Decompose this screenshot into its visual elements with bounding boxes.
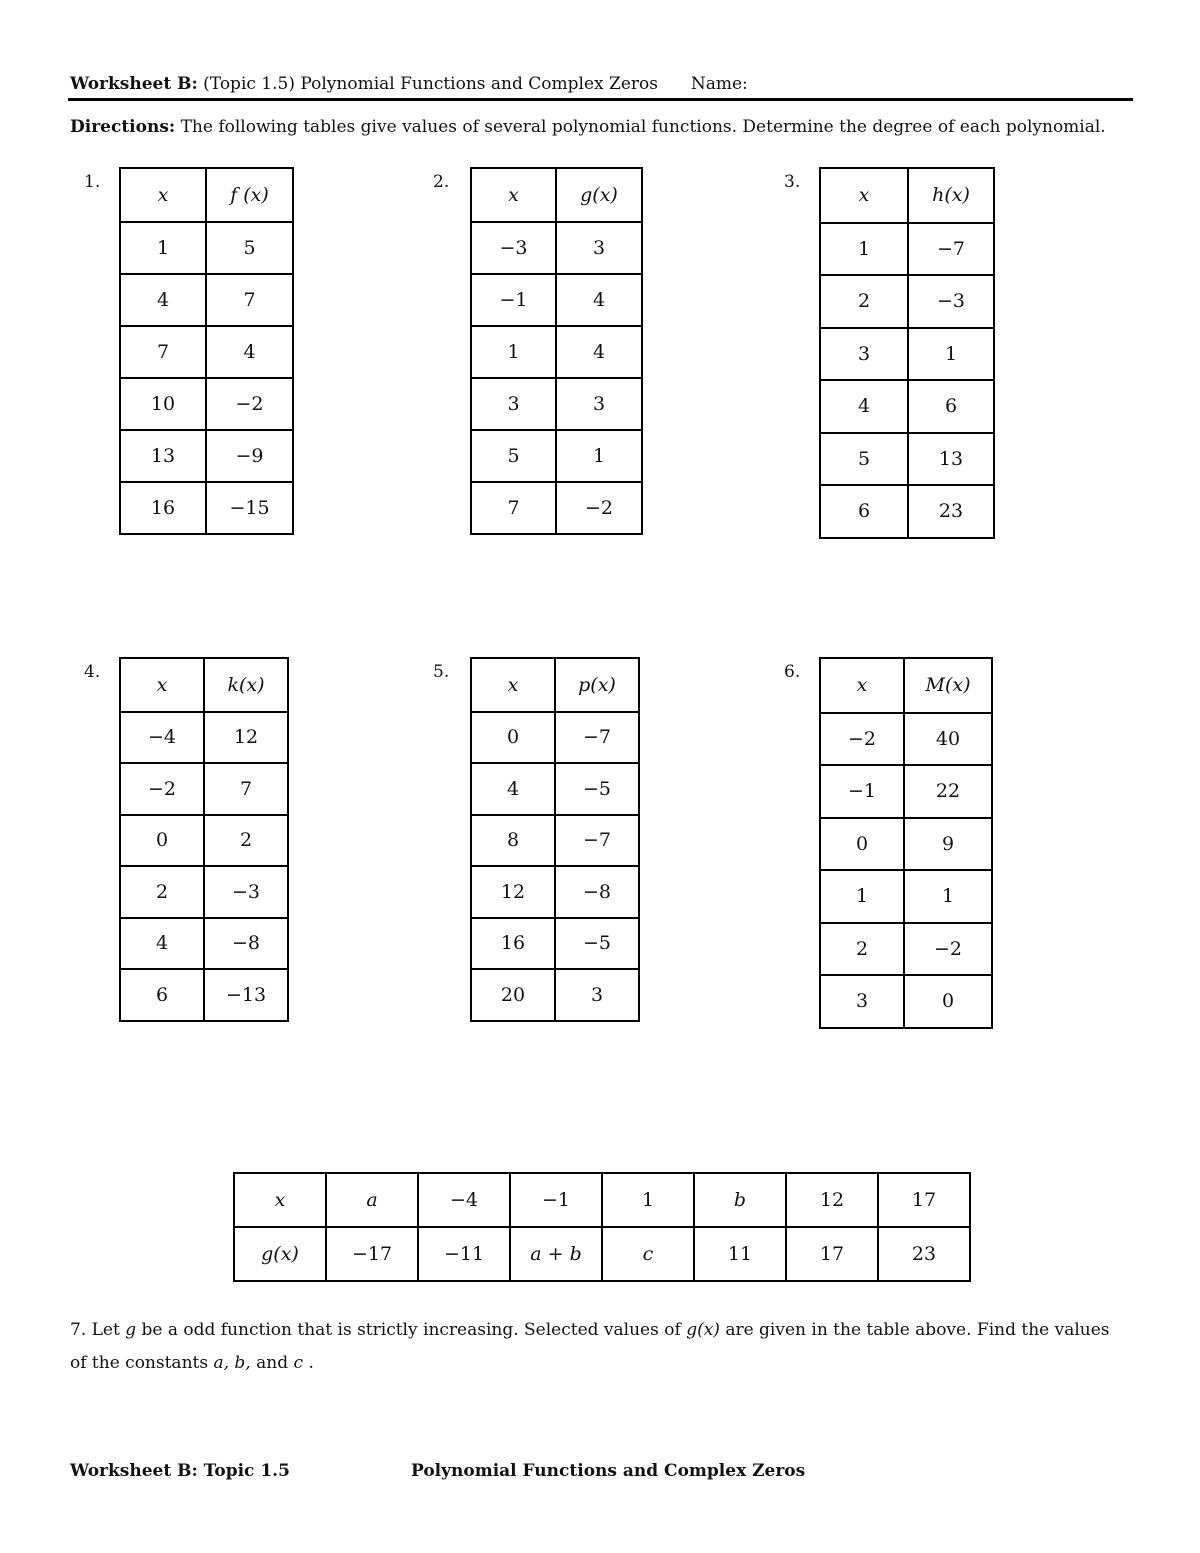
table-header-row [820, 168, 994, 223]
y-header: k(x) [204, 658, 288, 712]
y-header: g(x) [556, 168, 642, 222]
table-row [120, 866, 288, 918]
table-row [120, 482, 293, 534]
x-header: x [471, 168, 556, 222]
x-value-cell: 2 [820, 275, 908, 328]
g-table-cell: −4 [418, 1173, 510, 1227]
table-row [120, 430, 293, 482]
y-value-cell: −5 [555, 763, 639, 815]
x-value-cell: 6 [820, 485, 908, 538]
table-row [820, 870, 992, 923]
question-number: 6. [784, 662, 801, 682]
g-table-cell: c [602, 1227, 694, 1281]
table-row [820, 713, 992, 766]
x-value-cell: −4 [120, 712, 204, 764]
g-table-cell: 17 [786, 1227, 878, 1281]
table-row [120, 712, 288, 764]
question-number: 3. [784, 172, 801, 192]
topic-label: (Topic 1.5) [203, 74, 295, 94]
g-table-cell: −11 [418, 1227, 510, 1281]
table-row [820, 275, 994, 328]
question-number: 5. [433, 662, 450, 682]
q7-g: g [125, 1320, 137, 1340]
x-value-cell: −1 [820, 765, 904, 818]
table-row [471, 222, 642, 274]
table-row [120, 378, 293, 430]
question-number: 2. [433, 172, 450, 192]
g-table-cell: 11 [694, 1227, 786, 1281]
table-header-row [120, 168, 293, 222]
x-value-cell: 16 [471, 918, 555, 970]
table-row [820, 380, 994, 433]
y-value-cell: 1 [904, 870, 992, 923]
table-row [120, 969, 288, 1021]
g-table-cell: b [694, 1173, 786, 1227]
table-row [820, 975, 992, 1028]
q7-and: and [256, 1353, 289, 1373]
x-value-cell: 1 [820, 870, 904, 923]
x-value-cell: 0 [471, 712, 555, 764]
directions-label: Directions: [70, 117, 176, 137]
q7-vars: a, b, [213, 1353, 251, 1373]
x-value-cell: 13 [120, 430, 206, 482]
g-table-cell: a + b [510, 1227, 602, 1281]
x-value-cell: 5 [820, 433, 908, 486]
function-table-3 [819, 167, 995, 539]
q7-end: . [308, 1353, 314, 1373]
g-table-gx-row [234, 1227, 970, 1281]
footer-right: Polynomial Functions and Complex Zeros [411, 1461, 806, 1481]
table-header-row [120, 658, 288, 712]
table-row [471, 378, 642, 430]
g-table-cell: 23 [878, 1227, 970, 1281]
y-value-cell: −15 [206, 482, 293, 534]
y-header: p(x) [555, 658, 639, 712]
function-table-5 [470, 657, 640, 1022]
q7-text-3: are given in the table above. Find the values of the constants [70, 1320, 1110, 1373]
g-table-cell: 1 [602, 1173, 694, 1227]
x-value-cell: 20 [471, 969, 555, 1021]
table-row [820, 485, 994, 538]
x-value-cell: 2 [120, 866, 204, 918]
table-row [120, 326, 293, 378]
g-table-cell: −1 [510, 1173, 602, 1227]
table-row [120, 274, 293, 326]
x-header: x [820, 168, 908, 223]
x-value-cell: 4 [820, 380, 908, 433]
y-value-cell: 40 [904, 713, 992, 766]
y-value-cell: 4 [556, 274, 642, 326]
y-value-cell: 7 [204, 763, 288, 815]
x-value-cell: 4 [120, 918, 204, 970]
g-table-cell: 17 [878, 1173, 970, 1227]
y-value-cell: 4 [206, 326, 293, 378]
y-value-cell: −7 [908, 223, 994, 276]
y-header: f (x) [206, 168, 293, 222]
y-value-cell: 3 [556, 378, 642, 430]
y-value-cell: 23 [908, 485, 994, 538]
y-value-cell: 1 [908, 328, 994, 381]
x-value-cell: 4 [120, 274, 206, 326]
table-row [471, 969, 639, 1021]
table-row [120, 763, 288, 815]
question-7 [70, 1314, 1130, 1380]
y-value-cell: 12 [204, 712, 288, 764]
x-value-cell: −1 [471, 274, 556, 326]
question-number: 1. [84, 172, 101, 192]
x-value-cell: 8 [471, 815, 555, 867]
y-value-cell: −2 [556, 482, 642, 534]
y-value-cell: 7 [206, 274, 293, 326]
y-value-cell: −3 [908, 275, 994, 328]
x-header: x [120, 658, 204, 712]
function-table-2 [470, 167, 643, 535]
table-header-row [820, 658, 992, 713]
table-row [820, 328, 994, 381]
table-row [471, 274, 642, 326]
q7-gx: g(x) [686, 1320, 720, 1340]
x-value-cell: −3 [471, 222, 556, 274]
x-value-cell: 16 [120, 482, 206, 534]
q7-text-2: be a odd function that is strictly increasing. Selected values of [141, 1320, 681, 1340]
table-row [471, 815, 639, 867]
y-value-cell: −5 [555, 918, 639, 970]
y-value-cell: 22 [904, 765, 992, 818]
y-value-cell: 9 [904, 818, 992, 871]
name-label: Name: [690, 74, 748, 94]
x-value-cell: 2 [820, 923, 904, 976]
y-header: M(x) [904, 658, 992, 713]
y-value-cell: −3 [204, 866, 288, 918]
g-table-cell: a [326, 1173, 418, 1227]
x-value-cell: 0 [820, 818, 904, 871]
y-value-cell: 0 [904, 975, 992, 1028]
x-value-cell: 7 [120, 326, 206, 378]
g-table-cell: x [234, 1173, 326, 1227]
y-value-cell: 1 [556, 430, 642, 482]
question-number: 4. [84, 662, 101, 682]
y-value-cell: 4 [556, 326, 642, 378]
x-value-cell: 1 [820, 223, 908, 276]
directions-text: The following tables give values of several polynomial functions. Determine the degree of each polynomial. [180, 117, 1106, 137]
table-row [471, 763, 639, 815]
table-header-row [471, 168, 642, 222]
directions [70, 117, 1106, 137]
y-value-cell: −13 [204, 969, 288, 1021]
g-values-table [233, 1172, 971, 1282]
y-value-cell: −9 [206, 430, 293, 482]
g-table-cell: g(x) [234, 1227, 326, 1281]
y-value-cell: −7 [555, 712, 639, 764]
table-row [471, 918, 639, 970]
x-header: x [471, 658, 555, 712]
x-value-cell: −2 [820, 713, 904, 766]
function-table-1 [119, 167, 294, 535]
worksheet-label: Worksheet B: [70, 74, 198, 94]
y-header: h(x) [908, 168, 994, 223]
table-row [471, 326, 642, 378]
y-value-cell: 13 [908, 433, 994, 486]
x-value-cell: −2 [120, 763, 204, 815]
y-value-cell: 2 [204, 815, 288, 867]
worksheet-title: Polynomial Functions and Complex Zeros [300, 74, 658, 94]
q7-text-1: 7. Let [70, 1320, 120, 1340]
g-table-cell: 12 [786, 1173, 878, 1227]
x-header: x [820, 658, 904, 713]
x-value-cell: 4 [471, 763, 555, 815]
x-value-cell: 6 [120, 969, 204, 1021]
y-value-cell: −8 [204, 918, 288, 970]
y-value-cell: −8 [555, 866, 639, 918]
x-value-cell: 5 [471, 430, 556, 482]
table-row [820, 923, 992, 976]
y-value-cell: −2 [904, 923, 992, 976]
y-value-cell: 6 [908, 380, 994, 433]
x-value-cell: 3 [820, 328, 908, 381]
table-row [471, 866, 639, 918]
y-value-cell: 5 [206, 222, 293, 274]
table-row [820, 223, 994, 276]
header-rule [68, 98, 1133, 101]
x-value-cell: 3 [820, 975, 904, 1028]
y-value-cell: −7 [555, 815, 639, 867]
table-row [120, 222, 293, 274]
x-value-cell: 1 [120, 222, 206, 274]
g-table-cell: −17 [326, 1227, 418, 1281]
worksheet-header [70, 74, 748, 94]
function-table-4 [119, 657, 289, 1022]
table-row [820, 433, 994, 486]
table-row [471, 712, 639, 764]
y-value-cell: 3 [556, 222, 642, 274]
x-value-cell: 10 [120, 378, 206, 430]
q7-c: c [293, 1353, 304, 1373]
g-table-x-row [234, 1173, 970, 1227]
table-row [820, 765, 992, 818]
x-value-cell: 12 [471, 866, 555, 918]
table-row [820, 818, 992, 871]
x-value-cell: 1 [471, 326, 556, 378]
x-header: x [120, 168, 206, 222]
table-row [471, 430, 642, 482]
x-value-cell: 7 [471, 482, 556, 534]
x-value-cell: 0 [120, 815, 204, 867]
table-row [471, 482, 642, 534]
y-value-cell: −2 [206, 378, 293, 430]
table-row [120, 918, 288, 970]
y-value-cell: 3 [555, 969, 639, 1021]
footer-left: Worksheet B: Topic 1.5 [70, 1461, 290, 1481]
table-row [120, 815, 288, 867]
function-table-6 [819, 657, 993, 1029]
table-header-row [471, 658, 639, 712]
x-value-cell: 3 [471, 378, 556, 430]
